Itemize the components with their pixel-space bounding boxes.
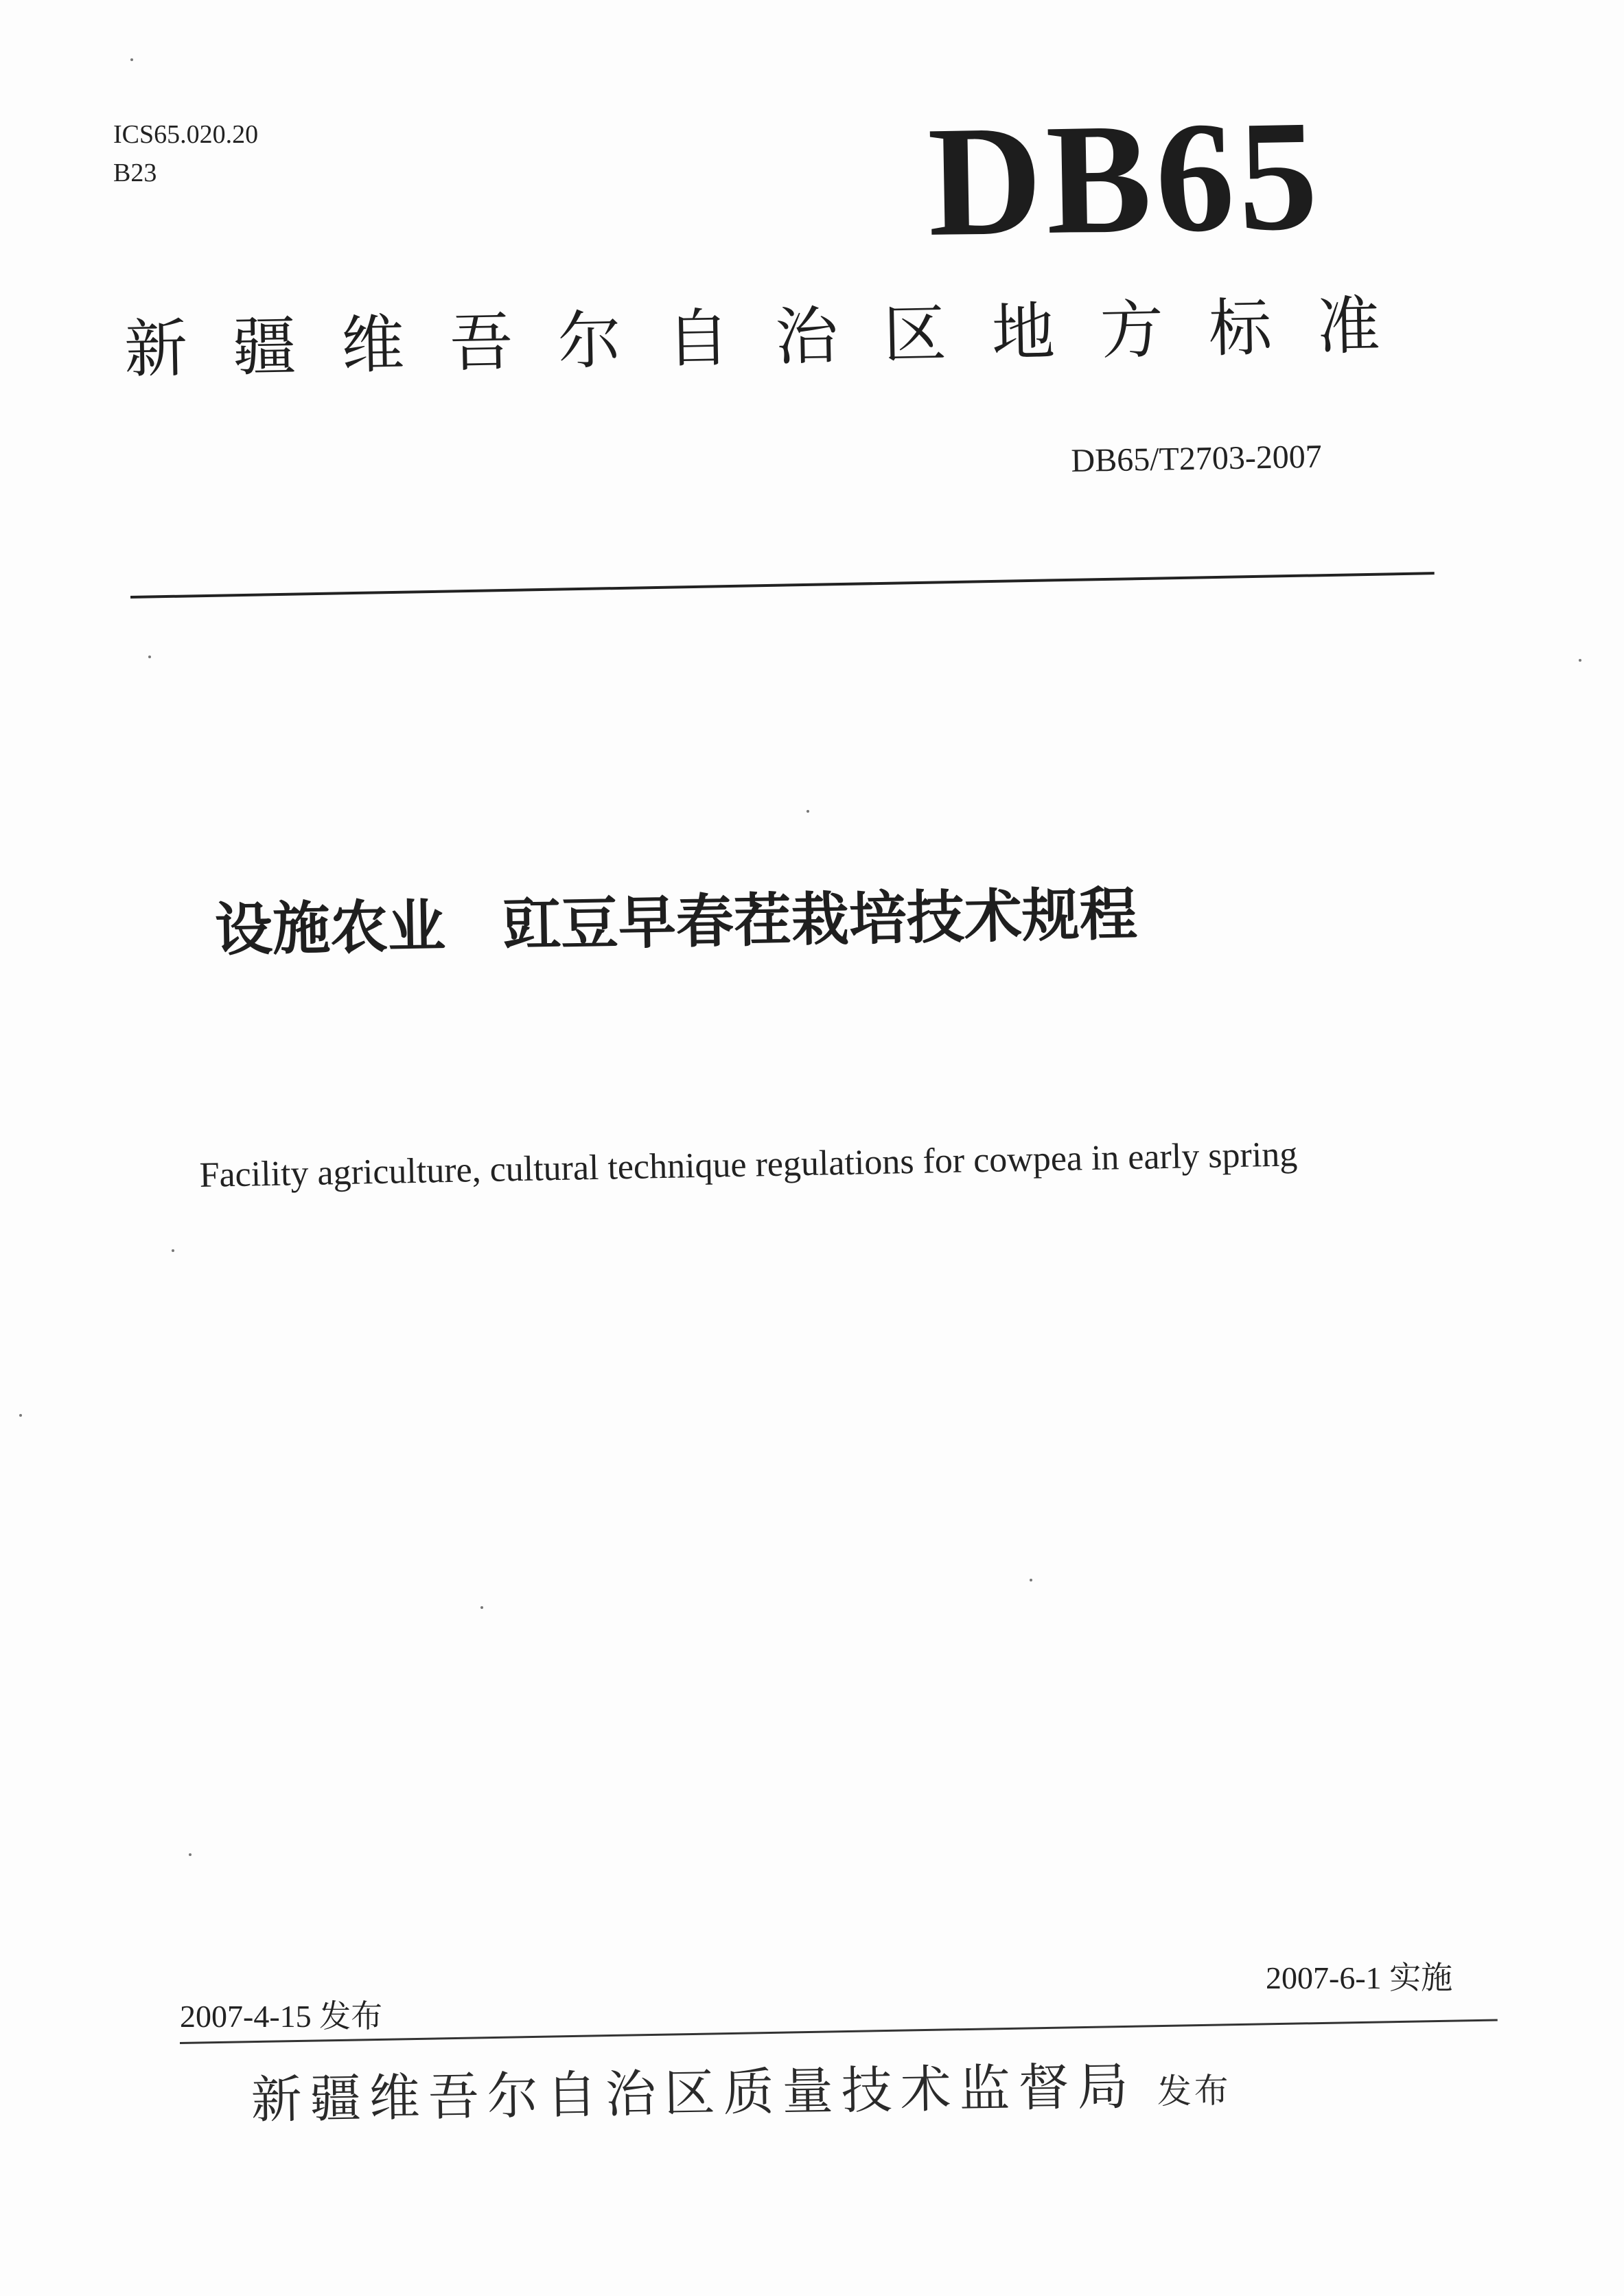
scan-speck: [148, 656, 151, 658]
issue-date: 2007-4-15 发布: [180, 1999, 383, 2034]
publisher-suffix: 发布: [1157, 2070, 1232, 2112]
scan-speck: [807, 810, 809, 813]
scan-speck: [1579, 659, 1581, 662]
standard-number: DB65/T2703-2007: [1071, 438, 1323, 479]
standard-brand-mark: DB65: [926, 86, 1323, 269]
scan-speck: [480, 1606, 483, 1609]
scan-speck: [1030, 1579, 1032, 1581]
scan-speck: [172, 1249, 174, 1252]
header-divider: [130, 572, 1435, 599]
publisher: [251, 2051, 1232, 2140]
classification-codes: [113, 115, 258, 192]
organization-title: 新疆维吾尔自治区地方标准: [124, 288, 1426, 386]
publisher-name: 新疆维吾尔自治区质量技术监督局: [251, 2056, 1137, 2130]
class-code: B23: [113, 159, 157, 187]
scan-speck: [130, 58, 133, 61]
ics-code: ICS65.020.20: [113, 120, 259, 149]
implementation-date: 2007-6-1 实施: [1266, 1960, 1453, 1995]
document-title-english: Facility agriculture, cultural technique regulations for cowpea in early spring: [199, 1135, 1298, 1195]
document-title-chinese: 设施农业 豇豆早春茬栽培技术规程: [214, 879, 1138, 964]
scan-speck: [189, 1853, 192, 1856]
scan-speck: [19, 1414, 22, 1417]
